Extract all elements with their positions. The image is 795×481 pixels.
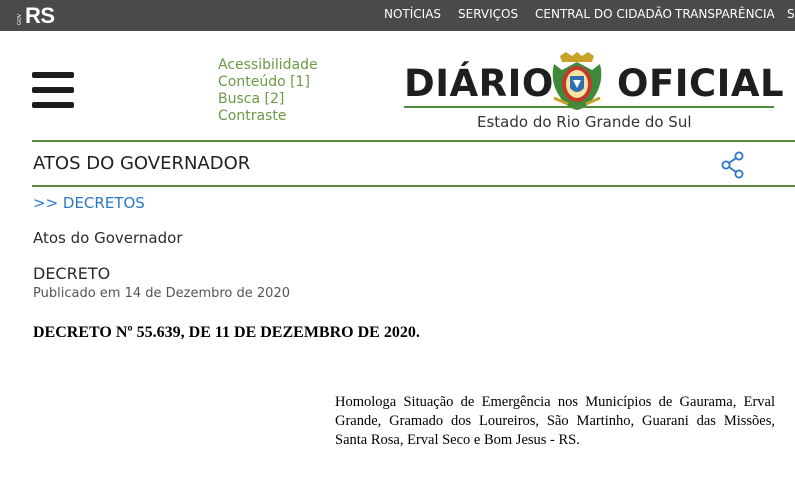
brand-word-oficial: OFICIAL (617, 62, 785, 105)
gov-logo-mark: GOV (17, 13, 23, 25)
header-divider (32, 140, 795, 142)
publication-date: Publicado em 14 de Dezembro de 2020 (33, 286, 290, 301)
menu-hamburger-icon[interactable] (32, 72, 74, 108)
nav-servicos[interactable]: SERVIÇOS (458, 7, 519, 21)
decree-title: DECRETO Nº 55.639, DE 11 DE DEZEMBRO DE 2020. (33, 324, 420, 341)
brand-word-diario: DIÁRIO (404, 62, 554, 105)
section-divider (32, 185, 795, 187)
accessibility-link[interactable]: Acessibilidade (218, 57, 318, 73)
brand-underline (404, 106, 774, 108)
brand-subtitle: Estado do Rio Grande do Sul (477, 113, 692, 131)
accessibility-menu (218, 57, 318, 125)
rs-logo[interactable]: RS (25, 3, 55, 28)
search-link[interactable]: Busca [2] (218, 91, 285, 107)
section-title: ATOS DO GOVERNADOR (33, 153, 251, 174)
breadcrumb-decretos-link[interactable]: >> DECRETOS (33, 194, 145, 212)
category-label: Atos do Governador (33, 229, 183, 247)
nav-noticias[interactable]: NOTÍCIAS (384, 7, 442, 21)
content-link[interactable]: Conteúdo [1] (218, 74, 310, 90)
contrast-link[interactable]: Contraste (218, 108, 287, 124)
nav-central-do-cidadao[interactable]: CENTRAL DO CIDADÃO (535, 7, 672, 21)
nav-item-truncated[interactable]: S (787, 7, 795, 21)
nav-transparencia[interactable]: TRANSPARÊNCIA (675, 7, 775, 21)
top-navigation-bar (0, 0, 795, 31)
coat-of-arms-icon (548, 50, 606, 112)
document-type: DECRETO (33, 264, 111, 283)
share-icon[interactable] (721, 151, 747, 179)
decree-summary: Homologa Situação de Emergência nos Municípios de Gaurama, Erval Grande, Gramado dos Loureiros, São Martinho, Guarani das Missões, Santa Rosa, Erval Seco e Bom Jesus - RS. (335, 394, 775, 448)
diario-oficial-logo[interactable] (404, 50, 785, 134)
